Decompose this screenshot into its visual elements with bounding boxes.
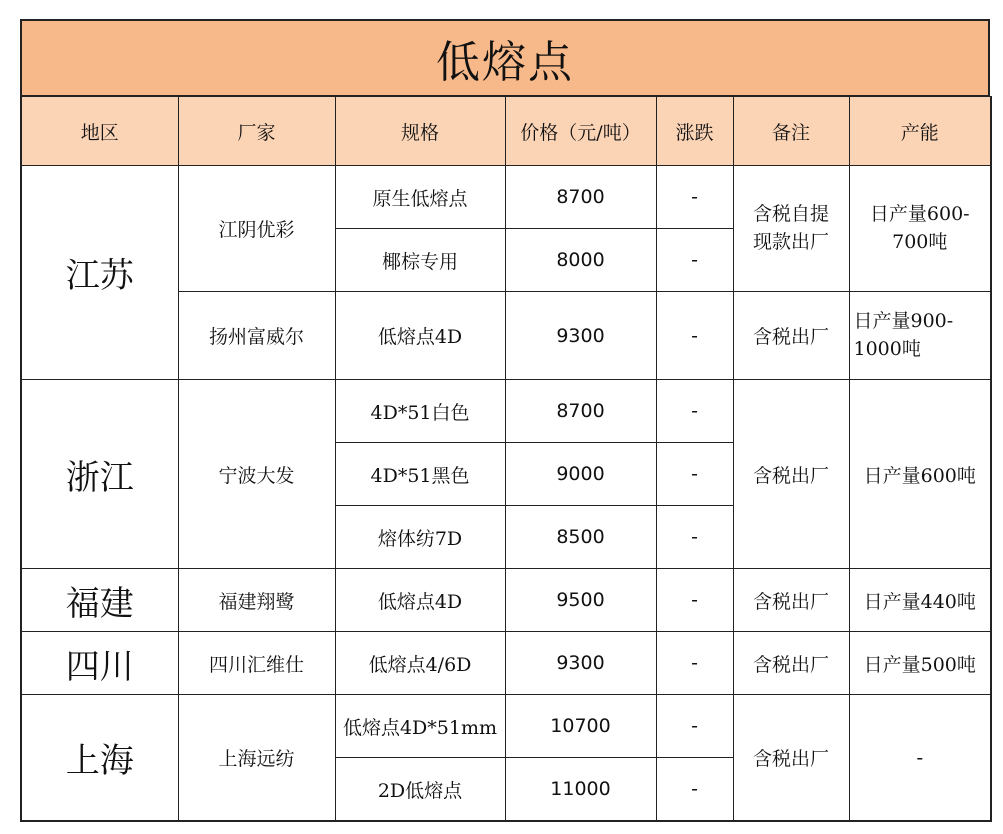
change-cell: - bbox=[656, 758, 733, 822]
price-cell: 9300 bbox=[505, 292, 656, 380]
change-cell: - bbox=[656, 380, 733, 443]
spec-cell: 低熔点4D*51mm bbox=[335, 695, 505, 758]
change-cell: - bbox=[656, 632, 733, 695]
capacity-cell: 日产量500吨 bbox=[849, 632, 991, 695]
price-cell: 8500 bbox=[505, 506, 656, 569]
region-cell: 四川 bbox=[21, 632, 178, 695]
table-row bbox=[21, 380, 991, 443]
sheet-title: 低熔点 bbox=[20, 19, 990, 96]
change-cell: - bbox=[656, 292, 733, 380]
price-cell: 9500 bbox=[505, 569, 656, 632]
spec-cell: 低熔点4D bbox=[335, 569, 505, 632]
spec-cell: 原生低熔点 bbox=[335, 166, 505, 229]
spec-cell: 4D*51白色 bbox=[335, 380, 505, 443]
table-row bbox=[21, 695, 991, 758]
maker-cell: 福建翔鹭 bbox=[178, 569, 335, 632]
price-cell: 11000 bbox=[505, 758, 656, 822]
header-region: 地区 bbox=[21, 97, 178, 166]
region-cell: 江苏 bbox=[21, 166, 178, 380]
header-change: 涨跌 bbox=[656, 97, 733, 166]
change-cell: - bbox=[656, 229, 733, 292]
note-cell: 含税出厂 bbox=[733, 695, 849, 822]
table-row bbox=[21, 166, 991, 229]
maker-cell: 扬州富威尔 bbox=[178, 292, 335, 380]
spec-cell: 2D低熔点 bbox=[335, 758, 505, 822]
price-cell: 9300 bbox=[505, 632, 656, 695]
spec-cell: 4D*51黑色 bbox=[335, 443, 505, 506]
price-sheet bbox=[20, 19, 990, 822]
maker-cell: 江阴优彩 bbox=[178, 166, 335, 292]
note-cell: 含税出厂 bbox=[733, 632, 849, 695]
price-cell: 8700 bbox=[505, 380, 656, 443]
capacity-cell bbox=[849, 166, 991, 292]
capacity-text: 日产量900- 1000吨 bbox=[853, 309, 954, 360]
header-capacity: 产能 bbox=[849, 97, 991, 166]
table-row bbox=[21, 569, 991, 632]
maker-cell: 四川汇维仕 bbox=[178, 632, 335, 695]
capacity-cell: 日产量440吨 bbox=[849, 569, 991, 632]
note-cell: 含税出厂 bbox=[733, 380, 849, 569]
change-cell: - bbox=[656, 695, 733, 758]
spec-cell: 低熔点4/6D bbox=[335, 632, 505, 695]
header-maker: 厂家 bbox=[178, 97, 335, 166]
note-cell bbox=[733, 166, 849, 292]
capacity-cell: - bbox=[849, 695, 991, 822]
price-table bbox=[20, 96, 992, 822]
header-spec: 规格 bbox=[335, 97, 505, 166]
header-price: 价格（元/吨） bbox=[505, 97, 656, 166]
region-cell: 浙江 bbox=[21, 380, 178, 569]
capacity-cell bbox=[849, 292, 991, 380]
price-cell: 8000 bbox=[505, 229, 656, 292]
change-cell: - bbox=[656, 569, 733, 632]
spec-cell: 椰棕专用 bbox=[335, 229, 505, 292]
capacity-text: 日产量600- 700吨 bbox=[869, 202, 970, 253]
note-text: 含税自提 现款出厂 bbox=[752, 202, 829, 253]
note-cell: 含税出厂 bbox=[733, 569, 849, 632]
maker-cell: 上海远纺 bbox=[178, 695, 335, 822]
region-cell: 上海 bbox=[21, 695, 178, 822]
table-row bbox=[21, 632, 991, 695]
header-row bbox=[21, 97, 991, 166]
price-cell: 10700 bbox=[505, 695, 656, 758]
change-cell: - bbox=[656, 443, 733, 506]
spec-cell: 熔体纺7D bbox=[335, 506, 505, 569]
change-cell: - bbox=[656, 166, 733, 229]
note-cell: 含税出厂 bbox=[733, 292, 849, 380]
spec-cell: 低熔点4D bbox=[335, 292, 505, 380]
capacity-cell: 日产量600吨 bbox=[849, 380, 991, 569]
region-cell: 福建 bbox=[21, 569, 178, 632]
price-cell: 9000 bbox=[505, 443, 656, 506]
price-cell: 8700 bbox=[505, 166, 656, 229]
change-cell: - bbox=[656, 506, 733, 569]
maker-cell: 宁波大发 bbox=[178, 380, 335, 569]
header-note: 备注 bbox=[733, 97, 849, 166]
